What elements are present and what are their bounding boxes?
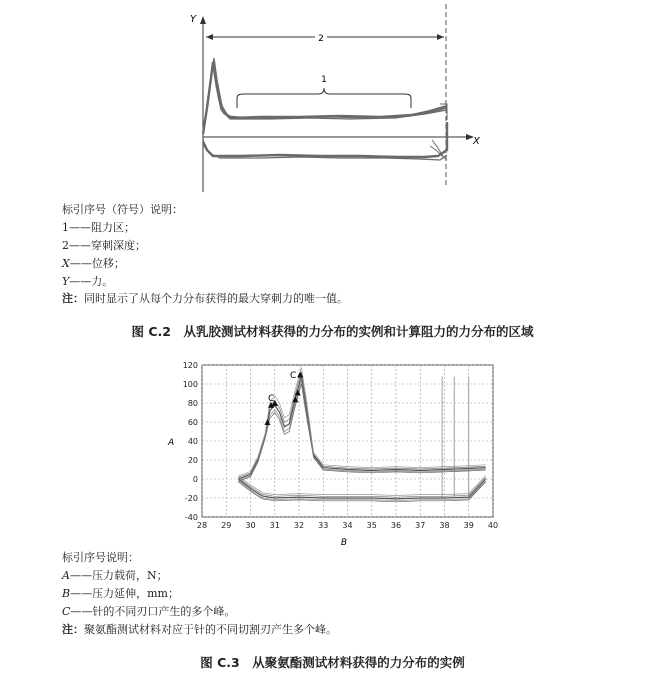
legend-key: 1 (62, 221, 69, 234)
c3-x-tick-label: 40 (487, 521, 499, 530)
legend-sep: —— (69, 239, 91, 252)
c3-y-tick-label: 40 (187, 437, 198, 446)
c3-y-tick-label: 60 (187, 418, 198, 427)
figure-c2-diagram (0, 0, 665, 200)
c3-y-tick-label: -40 (184, 513, 198, 522)
legend-text: 阻力区； (91, 221, 135, 234)
c2-legend-item (62, 275, 113, 289)
legend-text: 压力载荷，N； (91, 569, 168, 582)
c2-note (62, 292, 348, 306)
c3-x-axis-label: B (340, 538, 348, 548)
c3-legend-item (62, 587, 179, 601)
c3-x-tick-label: 37 (415, 521, 426, 530)
c3-x-tick-label: 39 (463, 521, 474, 530)
c3-annotation-c: C (290, 371, 297, 381)
c2-legend-item (62, 221, 135, 235)
c3-x-tick-label: 34 (342, 521, 353, 530)
c3-y-tick-label: 100 (182, 380, 198, 389)
legend-key: X (62, 257, 70, 270)
c3-x-tick-label: 29 (221, 521, 232, 530)
legend-sep: —— (69, 221, 91, 234)
c3-legend-item (62, 605, 235, 619)
c3-x-tick-label: 35 (366, 521, 377, 530)
c3-x-tick-label: 30 (245, 521, 256, 530)
legend-key: Y (62, 275, 70, 288)
legend-text: 穿刺深度； (91, 239, 146, 252)
c2-resistance-brace (237, 88, 411, 108)
note-text: 同时显示了从每个力分布获得的最大穿刺力的唯一值。 (84, 292, 348, 305)
legend-sep: —— (70, 605, 93, 618)
legend-key: 2 (62, 239, 69, 252)
c2-marker-2: 2 (318, 34, 324, 44)
c3-x-tick-label: 28 (196, 521, 208, 530)
c2-y-axis-label: Y (190, 14, 197, 25)
note-label: 注： (62, 623, 84, 636)
c3-x-tick-label: 38 (439, 521, 450, 530)
legend-sep: —— (70, 587, 93, 600)
c3-x-tick-label: 33 (318, 521, 329, 530)
note-text: 聚氨酯测试材料对应于针的不同切割刃产生多个峰。 (84, 623, 337, 636)
c3-legend-item (62, 569, 168, 583)
legend-text: 位移； (91, 257, 125, 270)
legend-key: C (62, 605, 71, 618)
c3-legend-title: 标引序号说明： (62, 551, 139, 564)
c3-x-tick-label: 32 (293, 521, 305, 530)
legend-text: 针的不同刃口产生的多个峰。 (92, 605, 236, 618)
legend-text: 压力延伸，mm； (92, 587, 179, 600)
c2-legend-title: 标引序号（符号）说明： (62, 203, 183, 216)
legend-key: B (62, 587, 71, 600)
legend-key: A (62, 569, 70, 582)
c3-x-tick-label: 36 (390, 521, 402, 530)
c3-y-tick-label: 80 (187, 399, 198, 408)
c3-annotation-c: C (268, 394, 275, 404)
c2-legend-item (62, 257, 125, 271)
c2-marker-1: 1 (321, 75, 327, 85)
c3-y-tick-label: 0 (192, 475, 198, 484)
c3-y-tick-label: -20 (184, 494, 198, 503)
legend-text: 力。 (91, 275, 114, 288)
legend-sep: —— (69, 275, 92, 288)
c2-caption: 图 C.2 从乳胶测试材料获得的力分布的实例和计算阻力的力分布的区域 (131, 324, 534, 339)
figure-c3-chart (160, 355, 505, 550)
legend-sep: —— (69, 569, 92, 582)
c3-y-axis-label: A (168, 438, 175, 448)
c3-x-tick-label: 31 (269, 521, 280, 530)
c2-y-axis-arrow (200, 16, 206, 24)
note-label: 注： (62, 292, 84, 305)
c3-caption: 图 C.3 从聚氨酯测试材料获得的力分布的实例 (200, 655, 465, 670)
c2-x-axis-label: X (473, 136, 480, 147)
c2-force-curve-lower (203, 122, 447, 160)
c3-y-tick-label: 20 (187, 456, 198, 465)
c2-legend-item (62, 239, 146, 253)
c3-y-tick-label: 120 (182, 361, 198, 370)
c3-note (62, 623, 337, 637)
legend-sep: —— (69, 257, 92, 270)
